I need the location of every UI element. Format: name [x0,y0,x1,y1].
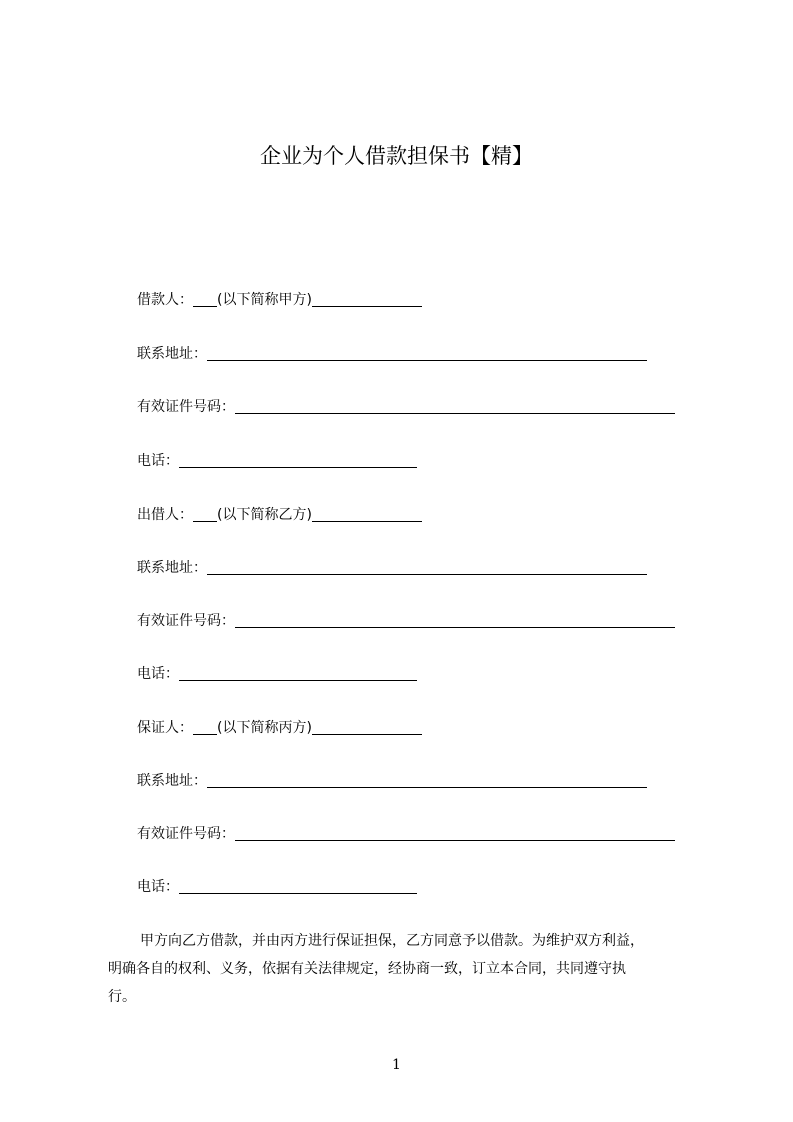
borrower-address-field [137,344,647,364]
guarantor-alias: (以下简称丙方) [217,720,312,736]
lender-label: 出借人： [137,507,193,523]
lender-address-label: 联系地址： [137,560,207,576]
guarantor-id-label: 有效证件号码： [137,826,235,842]
guarantor-address-blank[interactable] [207,772,647,788]
guarantor-phone-label: 电话： [137,879,179,895]
guarantor-name-blank-2[interactable] [312,719,422,735]
borrower-phone-label: 电话： [137,453,179,469]
borrower-phone-blank[interactable] [179,452,417,468]
guarantor-phone-blank[interactable] [179,878,417,894]
guarantor-address-label: 联系地址： [137,773,207,789]
agreement-paragraph [108,927,720,1011]
lender-alias: (以下简称乙方) [217,507,312,523]
lender-phone-label: 电话： [137,666,179,682]
borrower-address-blank[interactable] [207,345,647,361]
guarantor-phone-field [137,877,417,897]
lender-address-field [137,558,647,578]
document-title: 企业为个人借款担保书【精】 [260,144,533,168]
borrower-alias: (以下简称甲方) [217,292,312,308]
guarantor-name-blank[interactable] [193,719,217,735]
paragraph-line-2: 明确各自的权利、义务，依据有关法律规定，经协商一致，订立本合同，共同遵守执 [108,961,626,977]
borrower-id-field [137,397,675,417]
lender-address-blank[interactable] [207,559,647,575]
lender-id-label: 有效证件号码： [137,613,235,629]
borrower-name-field [137,290,422,310]
paragraph-line-1: 甲方向乙方借款，并由丙方进行保证担保，乙方同意予以借款。为维护双方利益， [140,933,644,949]
lender-name-blank[interactable] [193,506,217,522]
lender-name-blank-2[interactable] [312,506,422,522]
borrower-id-label: 有效证件号码： [137,399,235,415]
guarantor-name-field [137,718,422,738]
lender-phone-field [137,664,417,684]
lender-id-field [137,611,675,631]
guarantor-id-blank[interactable] [235,825,675,841]
guarantor-label: 保证人： [137,720,193,736]
borrower-label: 借款人： [137,292,193,308]
guarantor-id-field [137,824,675,844]
lender-id-blank[interactable] [235,612,675,628]
borrower-name-blank[interactable] [193,291,217,307]
guarantor-address-field [137,771,647,791]
page-number: 1 [392,1057,401,1073]
borrower-id-blank[interactable] [235,398,675,414]
borrower-address-label: 联系地址： [137,346,207,362]
borrower-phone-field [137,451,417,471]
lender-name-field [137,505,422,525]
paragraph-line-3: 行。 [108,989,136,1005]
borrower-name-blank-2[interactable] [312,291,422,307]
lender-phone-blank[interactable] [179,665,417,681]
